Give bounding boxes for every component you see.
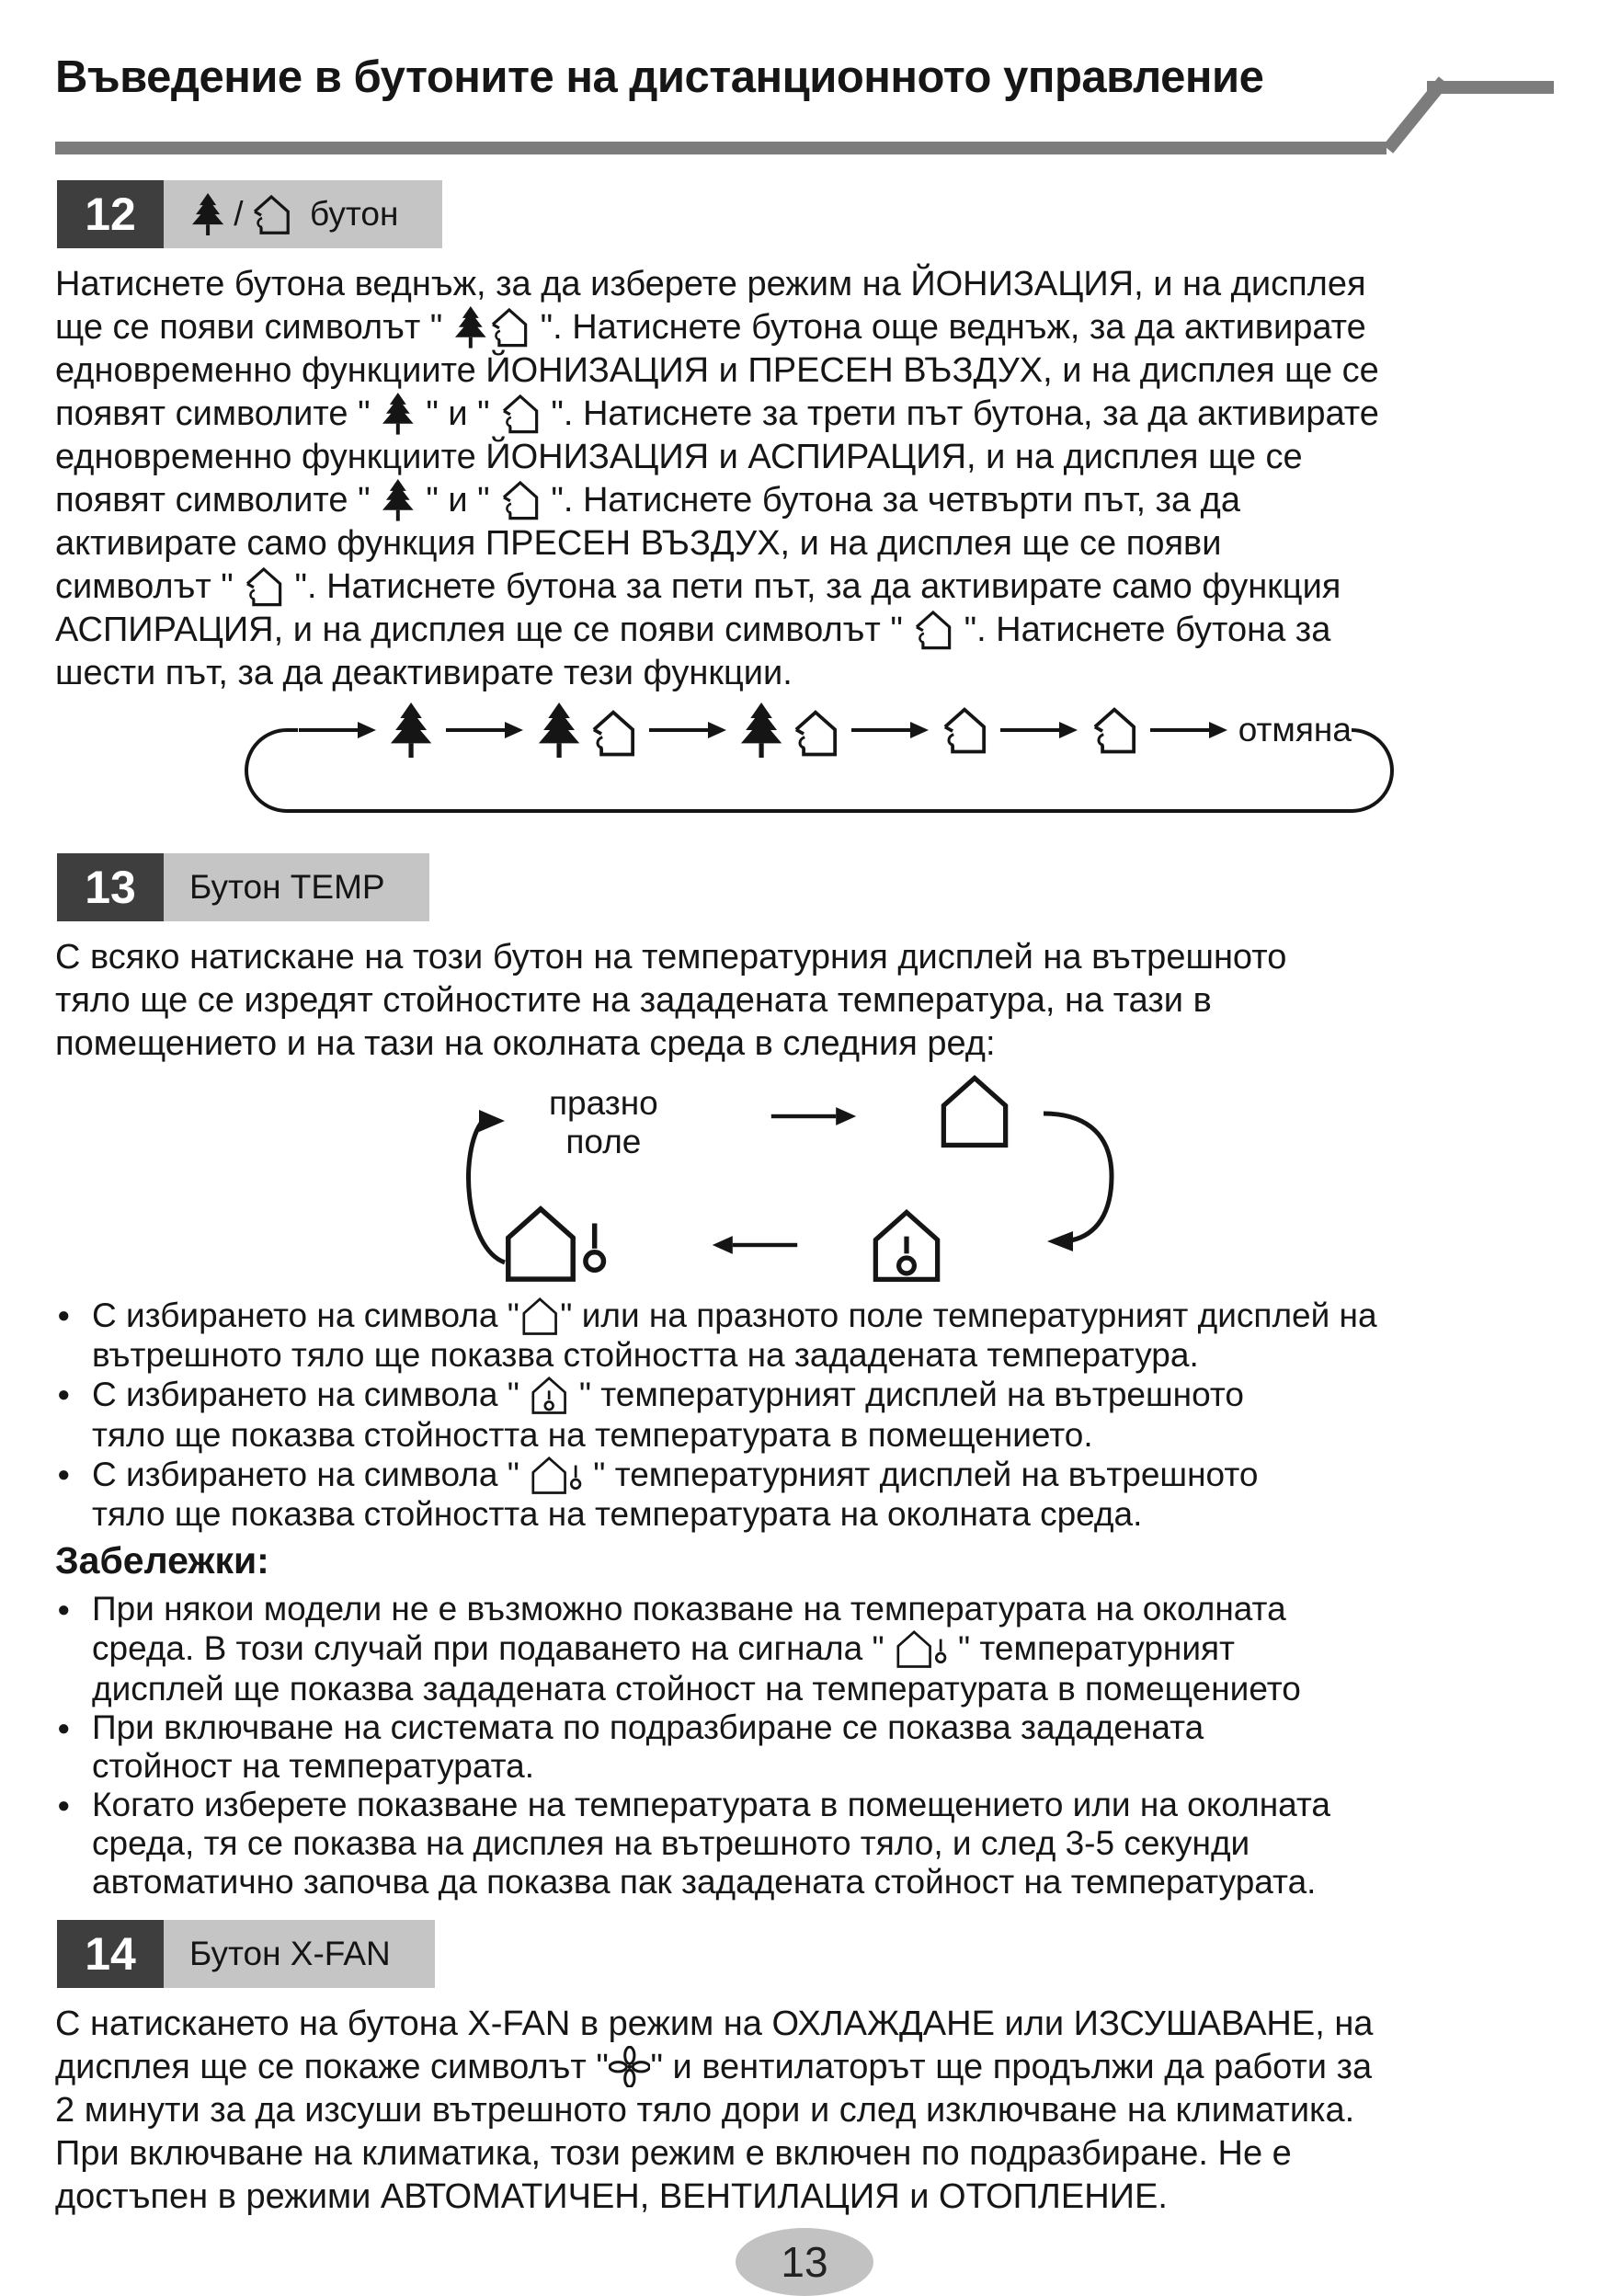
text-line: 2 минути за да изсуши вътрешното тяло дори и след изключване на климатика. xyxy=(55,2090,1355,2130)
fresh-house-icon xyxy=(243,565,285,609)
notes-list xyxy=(55,1590,1554,1901)
section-13-header xyxy=(57,853,1554,921)
fresh-house-icon xyxy=(499,479,542,522)
page-header xyxy=(55,50,1554,162)
text-line: ● Когато изберете показване на температурата в помещението или на околната xyxy=(92,1785,1331,1823)
section-label: / бутон xyxy=(164,180,442,248)
fresh-house-icon xyxy=(912,609,954,652)
cycle-step xyxy=(387,703,435,759)
cycle-step xyxy=(737,703,840,759)
page-number-badge xyxy=(736,2228,873,2296)
note-item xyxy=(55,1786,1554,1902)
fresh-house-icon xyxy=(940,705,989,756)
section-12 xyxy=(55,180,1554,835)
section-14-paragraph xyxy=(55,2003,1554,2219)
text-line: едновременно функциите ЙОНИЗАЦИЯ и ПРЕСЕН ВЪЗДУХ, и на дисплея ще се xyxy=(55,351,1379,390)
fresh-house-icon xyxy=(588,708,638,759)
text-line: При включване на климатика, този режим е включен по подразбиране. Не е xyxy=(55,2133,1292,2173)
temp-display-cycle-diagram xyxy=(446,1071,1163,1288)
note-item xyxy=(55,1590,1554,1708)
text-line: тяло ще се изредят стойностите на зададената температура, на тази в xyxy=(55,981,1212,1020)
text-line: активирате само функция ПРЕСЕН ВЪЗДУХ, и на дисплея ще се появи xyxy=(55,524,1222,563)
fresh-house-icon xyxy=(488,306,531,349)
tree-icon xyxy=(737,703,785,759)
section-13-paragraph xyxy=(55,936,1554,1066)
empty-field-label: празно поле xyxy=(549,1084,658,1160)
text-line: ● При включване на системата по подразбиране се показва зададената xyxy=(92,1708,1204,1746)
house-icon xyxy=(519,1296,560,1336)
house-ambient-temp-icon xyxy=(529,1455,584,1495)
arrow-right-icon xyxy=(298,721,377,740)
arrow-right-icon xyxy=(850,721,930,740)
tree-icon xyxy=(387,703,435,759)
text-line: среда. В този случай при подаването на сигнала " " температурният xyxy=(92,1628,1554,1669)
text-line: ще се появи символът " ". Натиснете бутона още веднъж, за да активирате xyxy=(55,306,1554,349)
section-label: Бутон TEMP xyxy=(164,853,429,921)
arrow-right-icon xyxy=(999,721,1078,740)
text-line: дисплея ще се покаже символът " " и вентилаторът ще продължи да работи за xyxy=(55,2046,1554,2089)
tree-icon xyxy=(380,393,417,436)
text-line: ● С избирането на символа " " температурният дисплей на вътрешното xyxy=(92,1375,1554,1415)
section-label: Бутон X-FAN xyxy=(164,1920,435,1988)
house-icon xyxy=(935,1071,1014,1155)
arrow-right-icon xyxy=(1149,721,1228,740)
text-line: автоматично започва да показва пак зададената стойност на температурата. xyxy=(92,1862,1317,1901)
cycle-sequence xyxy=(298,701,1352,760)
title-rule-upper xyxy=(1427,81,1554,94)
fan-icon xyxy=(609,2046,651,2089)
notes-heading: Забележки: xyxy=(55,1539,269,1582)
arrow-right-icon xyxy=(648,721,727,740)
house-ambient-temp-icon xyxy=(894,1628,949,1669)
section-number: 13 xyxy=(57,853,164,921)
tree-icon xyxy=(380,479,417,522)
text-line: помещението и на тази на околната среда в следния ред: xyxy=(55,1024,996,1063)
text-line: среда, тя се показва на дисплея на вътрешното тяло, и след 3-5 секунди xyxy=(92,1823,1250,1862)
page-number: 13 xyxy=(781,2237,828,2286)
fresh-house-icon xyxy=(499,393,542,436)
cycle-step xyxy=(1090,705,1139,756)
text-line: шести път, за да деактивирате тези функции. xyxy=(55,654,793,692)
section-12-header xyxy=(57,180,1554,248)
arrow-left-icon xyxy=(668,1235,841,1260)
fresh-house-icon xyxy=(250,193,292,235)
text-line: вътрешното тяло ще показва стойността на зададената температура. xyxy=(92,1336,1199,1375)
section-number: 14 xyxy=(57,1920,164,1988)
ionization-mode-cycle-diagram xyxy=(245,697,1394,835)
arrow-right-icon xyxy=(445,721,524,740)
section-14-header xyxy=(57,1920,1554,1988)
text-line: С всяко натискане на този бутон на температурния дисплей на вътрешното xyxy=(55,938,1287,977)
text-line: едновременно функциите ЙОНИЗАЦИЯ и АСПИРАЦИЯ, и на дисплея ще се xyxy=(55,438,1303,476)
text-line: ● При някои модели не е възможно показване на температурата на околната xyxy=(92,1590,1286,1628)
text-line: ● С избирането на символа " " температурният дисплей на вътрешното xyxy=(92,1455,1554,1495)
cycle-cancel-label: отмяна xyxy=(1238,711,1352,748)
fresh-house-icon xyxy=(1090,705,1139,756)
cycle-step xyxy=(940,705,989,756)
text-line: стойност на температурата. xyxy=(92,1746,534,1785)
text-line: Натиснете бутона веднъж, за да изберете режим на ЙОНИЗАЦИЯ, и на дисплея xyxy=(55,265,1366,303)
house-room-temp-icon xyxy=(867,1205,946,1289)
page-title: Въведение в бутоните на дистанционното управление xyxy=(55,52,1264,102)
section-14 xyxy=(55,1920,1554,2219)
cycle-step xyxy=(535,703,638,759)
note-item xyxy=(55,1708,1554,1786)
temp-symbol-bullets xyxy=(55,1296,1554,1534)
house-ambient-temp-icon xyxy=(499,1202,611,1289)
text-line: достъпен в режими АВТОМАТИЧЕН, ВЕНТИЛАЦИЯ и ОТОПЛЕНИЕ. xyxy=(55,2176,1168,2216)
text-line: появят символите " " и " ". Натиснете бутона за четвърти път, за да xyxy=(55,479,1554,522)
bullet-item xyxy=(55,1375,1554,1454)
text-line: С натискането на бутона X-FAN в режим на ОХЛАЖДАНЕ или ИЗСУШАВАНЕ, на xyxy=(55,2004,1374,2043)
section-12-paragraph xyxy=(55,263,1554,695)
text-line: тяло ще показва стойността на температурата в помещението. xyxy=(92,1415,1093,1454)
bullet-item xyxy=(55,1296,1554,1375)
cycle-arc-down-arrow-icon xyxy=(1042,1104,1121,1253)
tree-icon xyxy=(535,703,583,759)
text-line: символът " ". Натиснете бутона за пети път, за да активирате само функция xyxy=(55,565,1554,609)
tree-icon xyxy=(452,306,489,349)
section-13 xyxy=(55,853,1554,1902)
text-line: появят символите " " и " ". Натиснете за трети път бутона, за да активирате xyxy=(55,393,1554,436)
text-line: тяло ще показва стойността на температурата на околната среда. xyxy=(92,1495,1143,1534)
arrow-right-icon xyxy=(722,1106,906,1131)
tree-icon xyxy=(189,193,226,235)
text-line: ● С избирането на символа " " или на празното поле температурният дисплей на xyxy=(92,1296,1554,1336)
house-room-temp-icon xyxy=(529,1375,569,1415)
section-number: 12 xyxy=(57,180,164,248)
text-line: дисплей ще показва зададената стойност на температурата в помещението xyxy=(92,1669,1301,1708)
text-line: АСПИРАЦИЯ, и на дисплея ще се появи символът " ". Натиснете бутона за xyxy=(55,609,1554,652)
title-rule-lower xyxy=(55,142,1386,154)
fresh-house-icon xyxy=(791,708,840,759)
bullet-item xyxy=(55,1455,1554,1534)
